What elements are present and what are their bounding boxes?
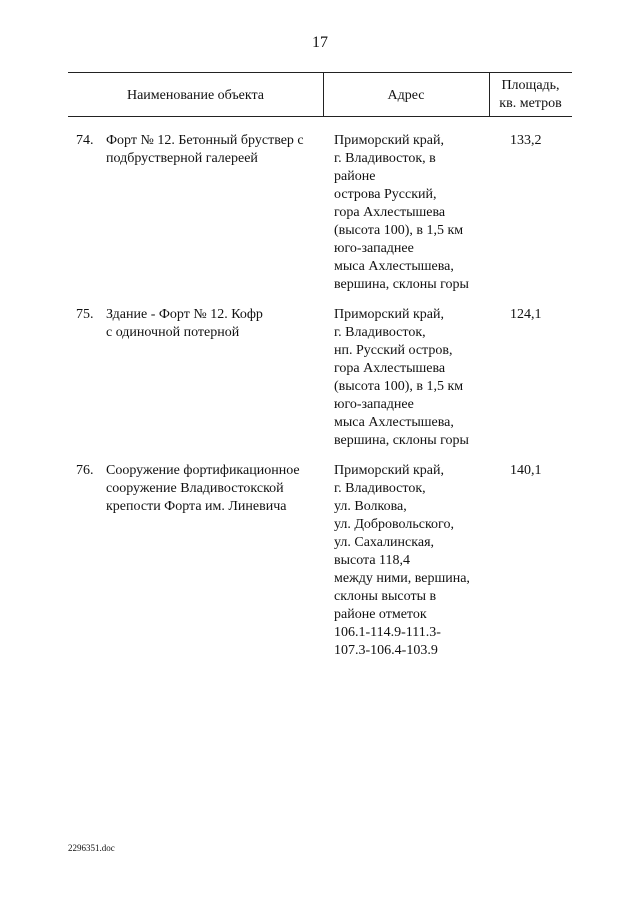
row-number: 74. <box>76 133 94 148</box>
address-line: ул. Добровольского, <box>334 517 454 532</box>
address-line: склоны высоты в <box>334 589 437 604</box>
object-name-line: подбрустверной галереей <box>106 151 258 166</box>
address-line: нп. Русский остров, <box>334 343 453 358</box>
object-name-line: с одиночной потерной <box>106 325 240 340</box>
address-line: юго-западнее <box>334 241 414 256</box>
header-area-line: кв. метров <box>499 96 562 111</box>
address-line: мыса Ахлестышева, <box>334 259 454 274</box>
address-line: 107.3-106.4-103.9 <box>334 643 438 658</box>
object-name-line: Сооружение фортификационное <box>106 463 300 478</box>
address-line: районе <box>334 169 376 184</box>
address-line: ул. Сахалинская, <box>334 535 435 550</box>
address-line: гора Ахлестышева <box>334 361 446 376</box>
address-line: ул. Волкова, <box>334 499 407 514</box>
row-number: 76. <box>76 463 94 478</box>
object-area: 124,1 <box>510 307 542 322</box>
address-line: Приморский край, <box>334 307 444 322</box>
address-line: Приморский край, <box>334 133 444 148</box>
row-number: 75. <box>76 307 94 322</box>
address-line: г. Владивосток, <box>334 325 426 340</box>
address-line: мыса Ахлестышева, <box>334 415 454 430</box>
address-line: высота 118,4 <box>334 553 411 568</box>
object-address <box>334 462 494 660</box>
header-address: Адрес <box>387 88 425 103</box>
object-name <box>106 306 321 342</box>
header-top-rule <box>68 72 572 73</box>
header-name: Наименование объекта <box>126 88 265 103</box>
address-line: вершина, склоны горы <box>334 277 469 292</box>
address-line: острова Русский, <box>334 187 437 202</box>
object-name-line: сооружение Владивостокской <box>106 481 284 496</box>
object-address <box>334 132 494 294</box>
object-name <box>106 462 321 516</box>
address-line: Приморский край, <box>334 463 444 478</box>
object-name-line: крепости Форта им. Линевича <box>106 499 287 514</box>
address-line: 106.1-114.9-111.3- <box>334 625 441 640</box>
address-line: между ними, вершина, <box>334 571 470 586</box>
address-line: г. Владивосток, <box>334 481 426 496</box>
object-area: 133,2 <box>510 133 542 148</box>
page-number: 17 <box>312 34 328 51</box>
object-area: 140,1 <box>510 463 542 478</box>
address-line: юго-западнее <box>334 397 414 412</box>
address-line: (высота 100), в 1,5 км <box>334 379 464 394</box>
address-line: (высота 100), в 1,5 км <box>334 223 464 238</box>
object-address <box>334 306 494 450</box>
address-line: гора Ахлестышева <box>334 205 446 220</box>
address-line: г. Владивосток, в <box>334 151 436 166</box>
header-bottom-rule <box>68 116 572 117</box>
object-name-line: Форт № 12. Бетонный бруствер с <box>106 133 304 148</box>
header-area-line: Площадь, <box>501 78 560 93</box>
object-name-line: Здание - Форт № 12. Кофр <box>106 307 263 322</box>
object-name <box>106 132 321 168</box>
address-line: районе отметок <box>334 607 427 622</box>
document-filename: 2296351.doc <box>68 843 115 853</box>
address-line: вершина, склоны горы <box>334 433 469 448</box>
header-area <box>489 77 572 113</box>
